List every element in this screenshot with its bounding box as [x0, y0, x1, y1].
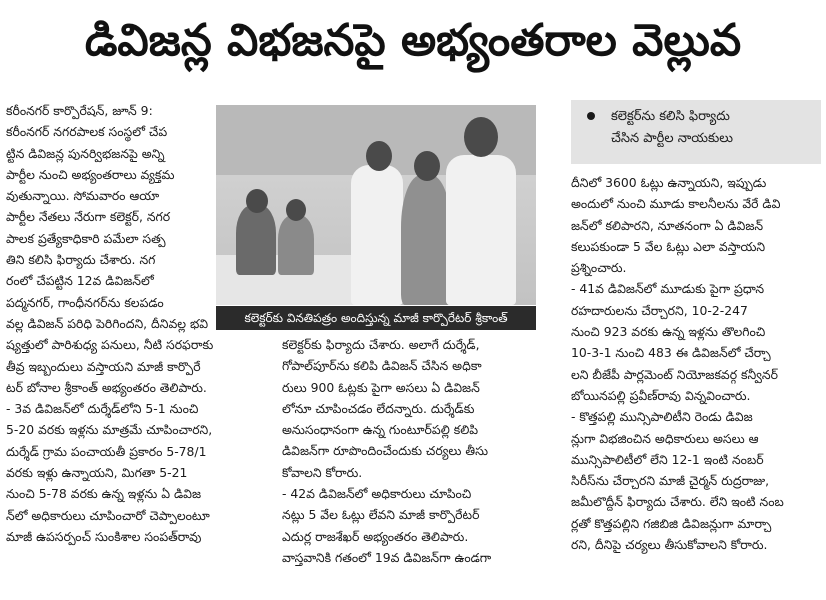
photo-person-head — [246, 189, 268, 213]
photo-person — [401, 175, 451, 305]
text-line: న్‌లో అధికారులు చూపించారో చెప్పాలంటూ — [6, 507, 210, 523]
text-line: పద్మనగర్, గాంధీనగర్‌ను కలపడం — [6, 294, 164, 310]
text-line: 5-20 వరకు ఇళ్లను మాత్రమే చూపించారని, — [6, 422, 213, 438]
text-line: మాజీ ఉపసర్పంచ్ సుంకిశాల సంపత్‌రావు — [6, 528, 202, 544]
text-line: రహదారులను చేర్చారని, 10-2-247 — [571, 302, 748, 318]
text-line: పార్టీల నుంచి అభ్యంతరాలు వ్యక్తమ — [6, 166, 175, 182]
photo-person-head — [464, 117, 498, 157]
text-line: 10-3-1 నుంచి 483 ఈ డివిజన్‌లో చేర్చా — [571, 345, 771, 361]
photo-person — [236, 205, 276, 275]
text-line: వాస్తవానికి గతంలో 19వ డివిజన్‌గా ఉండగా — [282, 549, 492, 565]
headline: డివిజన్ల విభజనపై అభ్యంతరాల వెల్లువ — [84, 15, 742, 66]
photo-person-shirt — [446, 155, 516, 305]
text-line: సిరీస్‌ను చేర్చారని మాజీ చైర్మన్ రుద్రరాజు, — [571, 473, 770, 489]
text-line: వరకు ఇళ్లు ఉన్నాయని, మిగతా 5-21 — [6, 465, 188, 481]
text-line: కలుపకుండా 5 వేల ఓట్లు ఎలా వస్తాయని — [571, 238, 766, 254]
text-line: కోవాలని కోరారు. — [282, 464, 363, 480]
text-line: జమీలొద్దీన్ ఫిర్యాదు చేశారు. లేని ఇంటి నంబ — [571, 494, 784, 510]
text-line: అందులో నుంచి మూడు కాలనీలను వేరే డివి — [571, 196, 781, 212]
photo-person-shirt — [351, 165, 403, 305]
text-line: గోపాల్‌పూర్‌ను కలిపి డివిజన్ చేసిన అధికా — [282, 358, 482, 374]
text-line: నుంచి 5-78 వరకు ఉన్న ఇళ్లను ఏ డివిజ — [6, 486, 202, 502]
photo-person-head — [414, 151, 440, 181]
text-line: తీవ్ర ఇబ్బందులు వస్తాయని మాజీ కార్పొరే — [6, 358, 201, 374]
text-line: ష్యత్తులో పారిశుధ్య పనులు, నీటి సరఫరాకు — [6, 337, 214, 353]
text-line: నుంచి 923 వరకు ఉన్న ఇళ్లను తొలగించి — [571, 324, 766, 340]
text-line: ప్రశ్నించారు. — [571, 260, 627, 276]
text-line: వల్ల డివిజన్ పరిధి పెరిగిందని, దీనివల్ల భవి — [6, 315, 209, 331]
text-line: దీనిలో 3600 ఓట్లు ఉన్నాయని, ఇప్పుడు — [571, 175, 767, 190]
text-line: - 41వ డివిజన్‌లో మూడుకు పైగా ప్రధాన — [571, 281, 765, 297]
text-line: - 3వ డివిజన్‌లో దుర్శేడ్‌లోని 5-1 నుంచి — [6, 401, 199, 417]
text-line: రులు 900 ఓట్లకు పైగా అసలు ఏ డివిజన్ — [282, 379, 480, 395]
article-column-3 — [571, 172, 821, 555]
text-line: కరీంనగర్ నగరపాలక సంస్థలో చేప — [6, 124, 168, 140]
text-line: కలెక్టర్‌కు ఫిర్యాదు చేశారు. అలాగే దుర్శేడ్, — [282, 337, 480, 352]
news-photo — [216, 105, 536, 305]
text-line: జన్‌లో కలిపారని, నూతనంగా ఏ డివిజన్ — [571, 217, 764, 233]
text-line: అనుసంధానంగా ఉన్న గుంటూర్‌పల్లి కలిపి — [282, 422, 479, 438]
photo-person-head — [286, 199, 306, 221]
text-line: లని బీజేపీ పార్లమెంట్ నియోజకవర్గ కన్వీనర్ — [571, 366, 778, 382]
photo-person — [278, 215, 314, 275]
text-line: న్లుగా విభజించిన అధికారులు అసలు ఆ — [571, 430, 759, 446]
text-line: మున్సిపాలిటీలో లేని 12-1 ఇంటి నంబర్ — [571, 451, 764, 467]
text-line: కరీంనగర్ కార్పొరేషన్, జూన్ 9: — [6, 103, 153, 118]
text-line: - 42వ డివిజన్‌లో అధికారులు చూపించి — [282, 486, 472, 502]
text-line: రని, దీనిపై చర్యలు తీసుకోవాలని కోరారు. — [571, 537, 768, 553]
highlight-line: చేసిన పార్టీల నాయకులు — [611, 131, 733, 146]
text-line: ర్లతో కొత్తపల్లిని గజిబిజి డివిజన్లుగా మార్చా — [571, 515, 772, 531]
article-column-2 — [282, 334, 562, 568]
photo-caption: కలెక్టర్‌కు వినతిపత్రం అందిస్తున్న మాజీ కార్పొరేటర్ శ్రీకాంత్ — [216, 306, 536, 330]
text-line: పాలక ప్రత్యేకాధికారి పమేలా సత్ప — [6, 230, 166, 246]
text-line: రంలో చేపట్టిన 12వ డివిజన్‌లో — [6, 273, 154, 289]
text-line: డివిజన్‌గా రూపొందించేందుకు చర్యలు తీసు — [282, 443, 489, 459]
highlight-box — [571, 100, 821, 164]
article-column-1 — [6, 100, 214, 547]
photo-person-head — [366, 141, 392, 171]
text-line: నట్లు 5 వేల ఓట్లు లేవని మాజీ కార్పొరేటర్ — [282, 507, 480, 523]
highlight-line: కలెక్టర్‌ను కలిసి ఫిర్యాదు — [611, 109, 730, 124]
text-line: ట్టిన డివిజన్ల పునర్విభజనపై అన్ని — [6, 145, 165, 161]
text-line: లోనూ చూపించడం లేదన్నారు. దుర్శేడ్‌కు — [282, 400, 475, 416]
text-line: వుతున్నాయి. సోమవారం ఆయా — [6, 188, 160, 204]
bullet-icon — [587, 112, 595, 120]
text-line: దుర్శేడ్ గ్రామ పంచాయతీ ప్రకారం 5-78/1 — [6, 443, 207, 459]
text-line: టర్ బోనాల శ్రీకాంత్ అభ్యంతరం తెలిపారు. — [6, 379, 207, 395]
text-line: - కొత్తపల్లి మున్సిపాలిటీని రెండు డివిజ — [571, 409, 753, 425]
text-line: తిని కలిసి ఫిర్యాదు చేశారు. నగ — [6, 252, 156, 268]
text-line: బోయినపల్లి ప్రవీణ్‌రావు విన్నవించారు. — [571, 387, 751, 403]
text-line: ఎదుర్ల రాజశేఖర్ అభ్యంతరం తెలిపారు. — [282, 528, 469, 544]
text-line: పార్టీల నేతలు నేరుగా కలెక్టర్, నగర — [6, 209, 171, 225]
